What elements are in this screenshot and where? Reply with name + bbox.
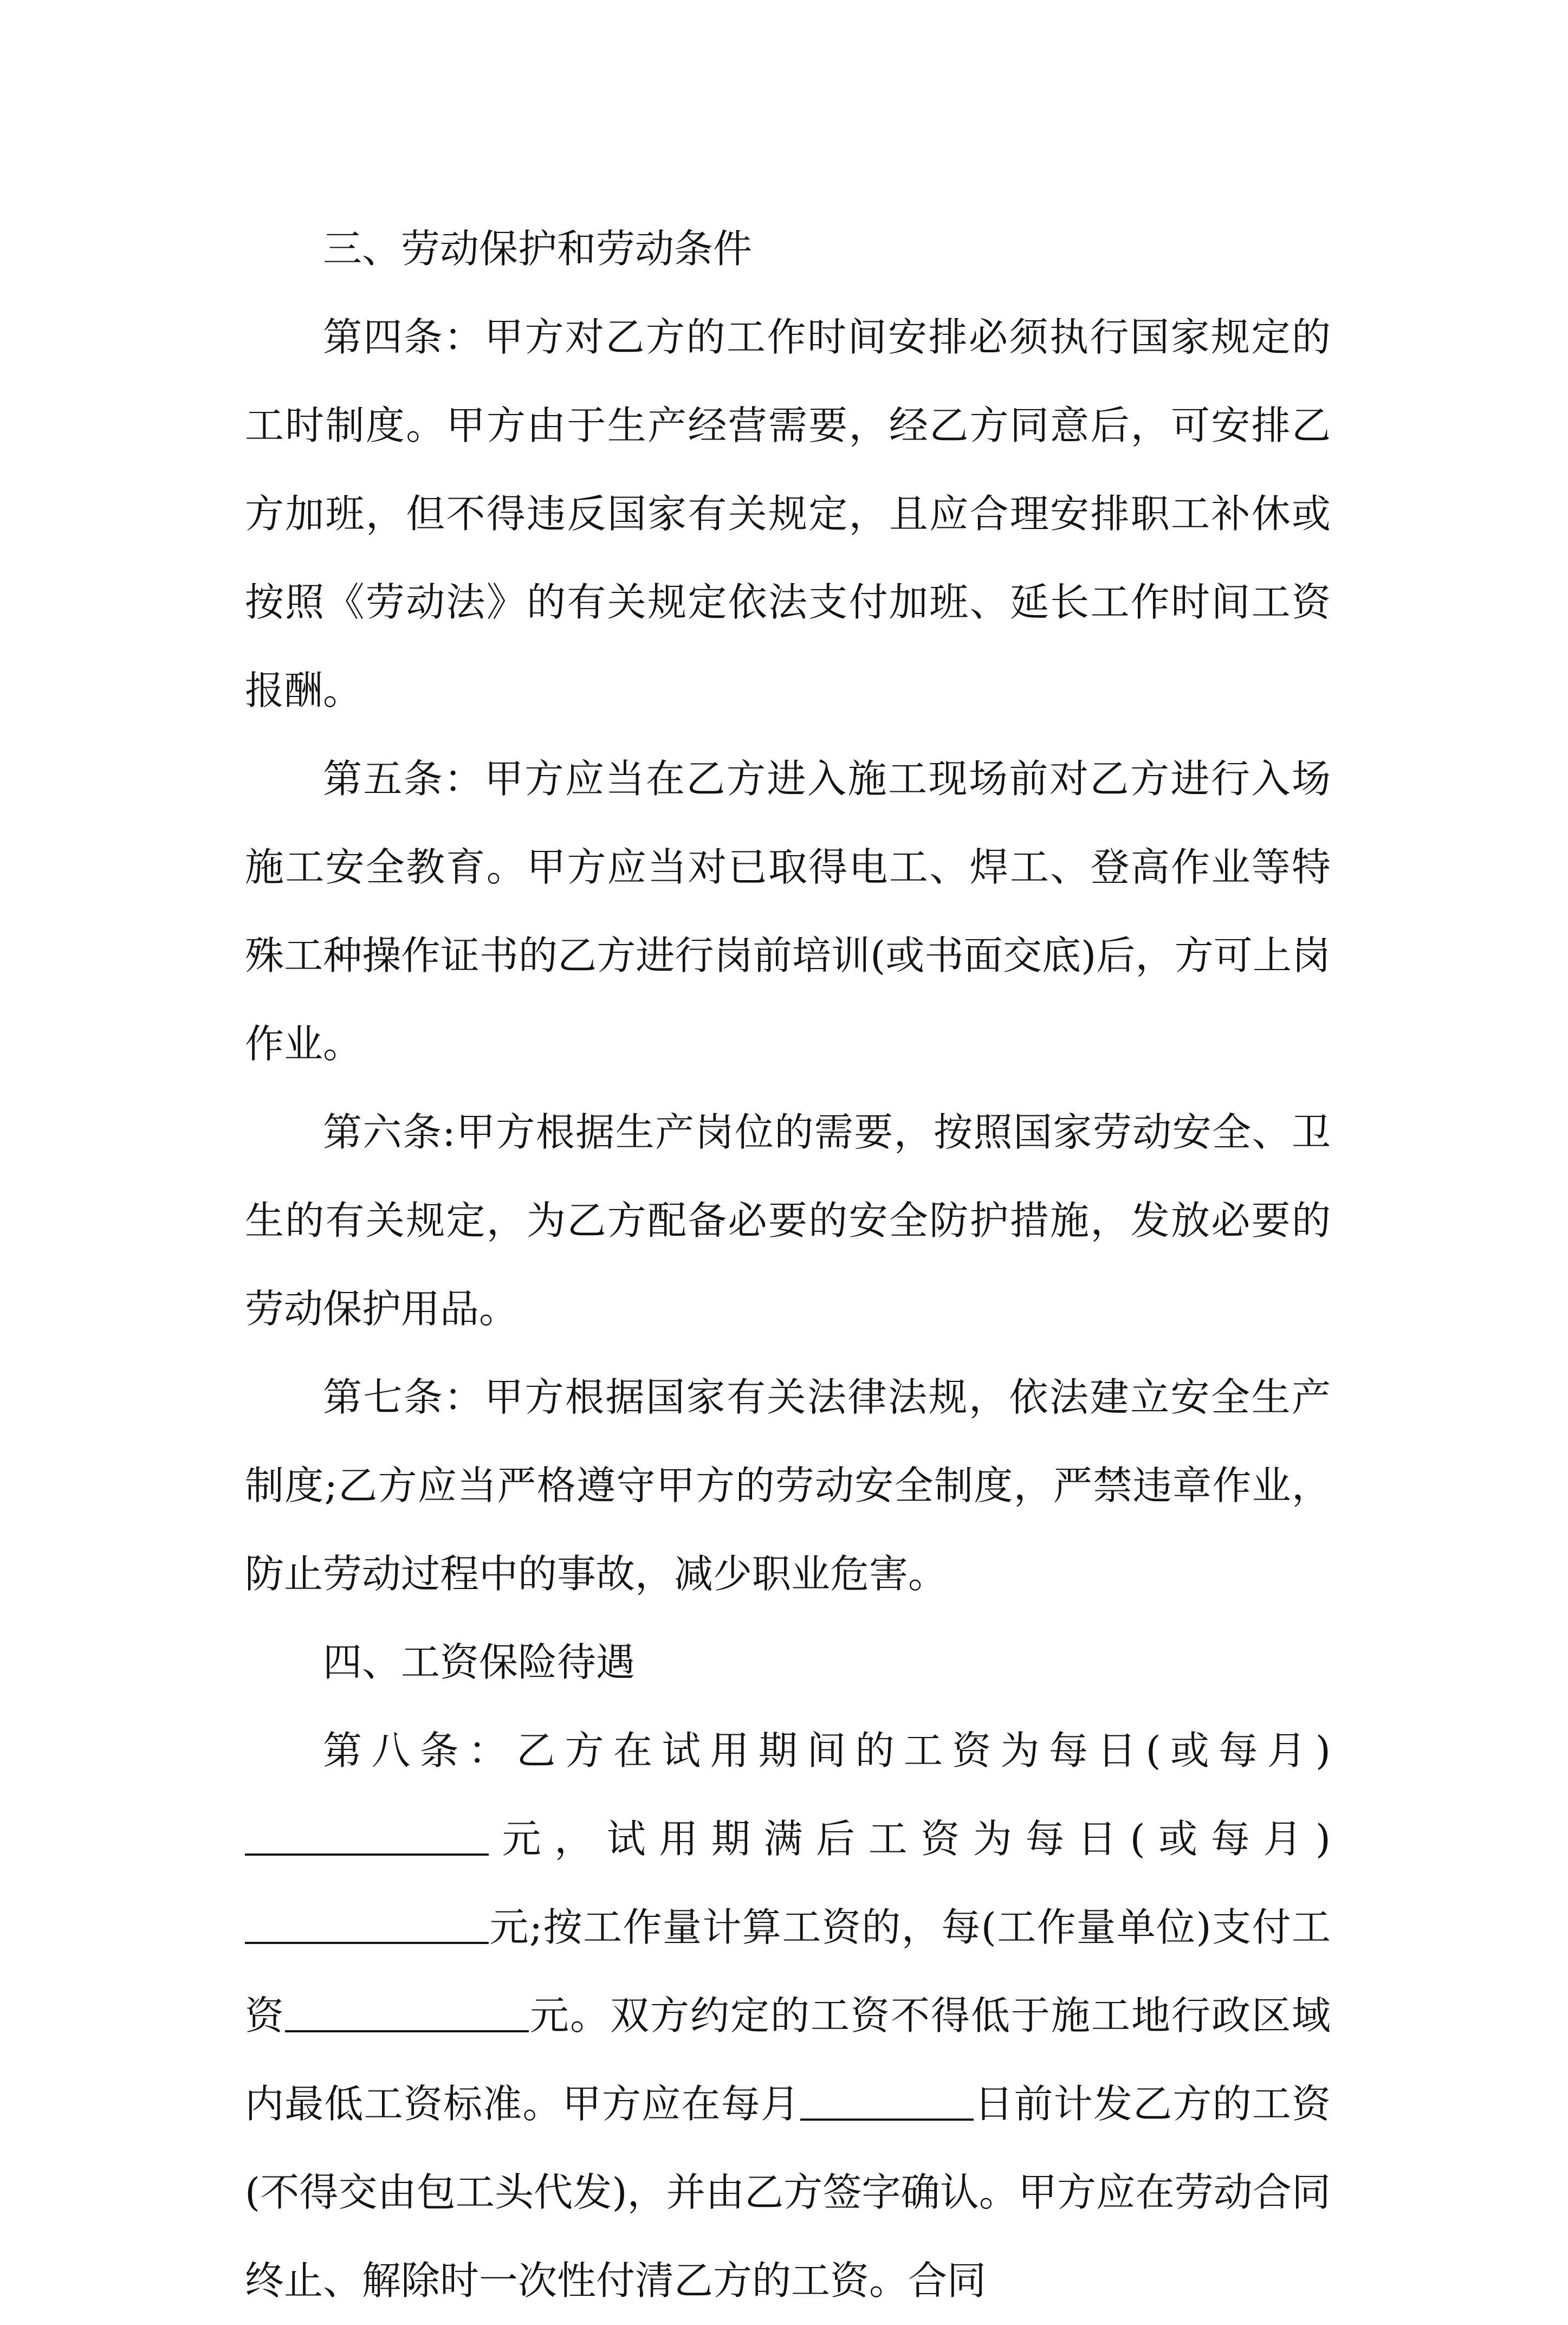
- article-4: 第四条：甲方对乙方的工作时间安排必须执行国家规定的工时制度。甲方由于生产经营需要，经乙方同意后，可安排乙方加班，但不得违反国家有关规定，且应合理安排职工补休或按照《劳动法》的有关规定依法支付加班、延长工作时间工资报酬。: [245, 314, 1331, 713]
- regular-wage-blank[interactable]: [245, 1909, 489, 1944]
- article-8-text-1: 第八条：乙方在试用期间的工资为每日(或每月): [323, 1728, 1331, 1773]
- article-7: 第七条：甲方根据国家有关法律法规，依法建立安全生产制度;乙方应当严格遵守甲方的劳动安全制度，严禁违章作业，防止劳动过程中的事故，减少职业危害。: [245, 1374, 1331, 1597]
- article-5: 第五条：甲方应当在乙方进入施工现场前对乙方进行入场施工安全教育。甲方应当对已取得电工、焊工、登高作业等特殊工种操作证书的乙方进行岗前培训(或书面交底)后，方可上岗作业。: [245, 756, 1331, 1067]
- section-heading-wages: 四、工资保险待遇: [323, 1639, 636, 1685]
- probation-wage-blank[interactable]: [245, 1821, 489, 1856]
- article-6: 第六条:甲方根据生产岗位的需要，按照国家劳动安全、卫生的有关规定，为乙方配备必要的安全防护措施，发放必要的劳动保护用品。: [245, 1109, 1331, 1332]
- section-heading-labor-protection: 三、劳动保护和劳动条件: [323, 226, 753, 272]
- article-8-text-2: 元，试用期满后工资为每日(或每月): [489, 1816, 1331, 1862]
- article-8-text-5: 日前计发乙方的工资(不得交由包工头代发)，并由乙方签字确认。甲方应在劳动合同终止、解除时一次性付清乙方的工资。合同: [245, 2081, 1331, 2303]
- document-body: [245, 205, 1331, 2325]
- article-8-text-3: 元;按工作量计算工资的，每(工作量单位)支付工资: [245, 1904, 1331, 2038]
- article-8-text-4: 元。双方约定的工资不得低于施工地行政区域内最低工资标准。甲方应在每月: [245, 1993, 1331, 2127]
- article-8: [245, 1707, 1331, 2325]
- piece-wage-blank[interactable]: [285, 1998, 529, 2032]
- payday-blank[interactable]: [800, 2086, 974, 2121]
